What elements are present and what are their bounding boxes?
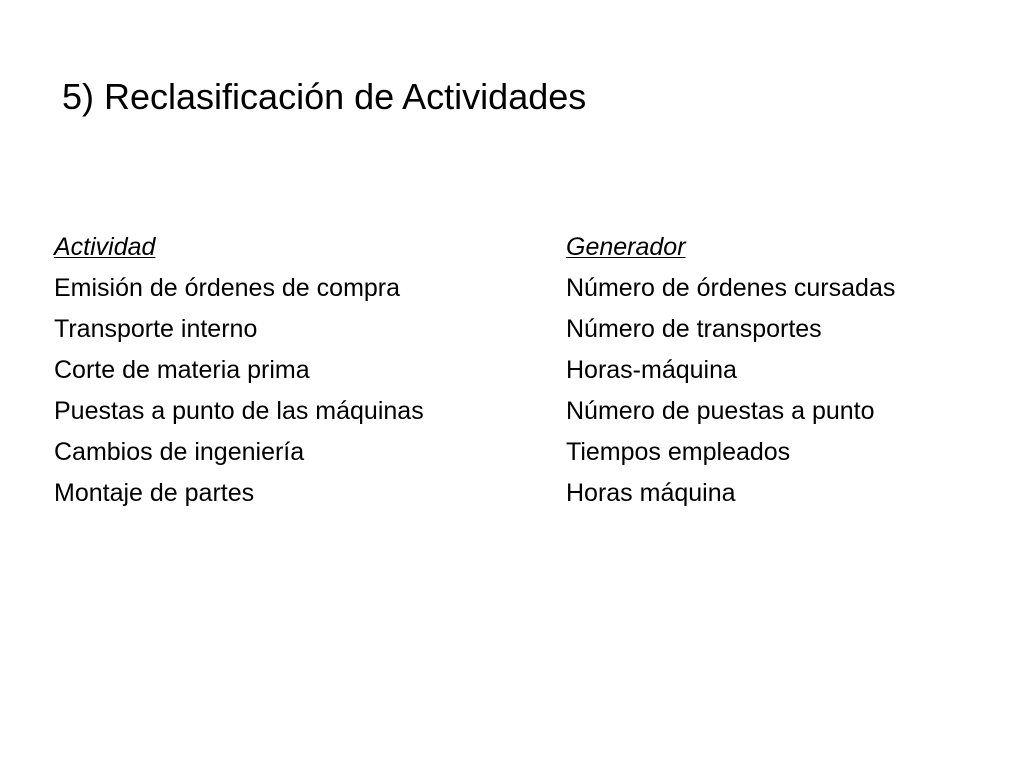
driver-cell: Número de transportes — [566, 315, 822, 343]
driver-cell: Tiempos empleados — [566, 438, 791, 466]
activity-column-header: Actividad — [54, 233, 156, 261]
activity-cell: Puestas a punto de las máquinas — [54, 397, 424, 425]
driver-cell: Horas-máquina — [566, 356, 737, 384]
activity-cell: Emisión de órdenes de compra — [54, 274, 401, 302]
slide-title: 5) Reclasificación de Actividades — [62, 76, 587, 117]
activity-cell: Corte de materia prima — [54, 356, 310, 384]
driver-cell: Número de puestas a punto — [566, 397, 875, 425]
driver-column-header: Generador — [566, 233, 686, 261]
driver-cell: Horas máquina — [566, 479, 736, 507]
activity-cell: Transporte interno — [54, 315, 258, 343]
driver-column — [566, 227, 895, 514]
activity-cell: Montaje de partes — [54, 479, 255, 507]
driver-cell: Número de órdenes cursadas — [566, 274, 896, 302]
activity-cell: Cambios de ingeniería — [54, 438, 305, 466]
activity-column — [54, 227, 424, 514]
